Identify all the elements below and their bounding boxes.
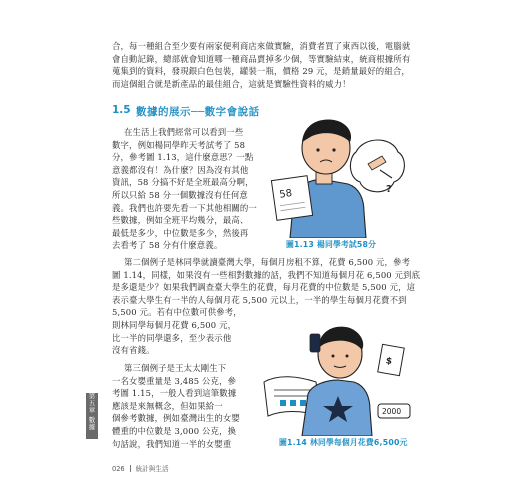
receipt-mark-shape — [300, 400, 306, 406]
intro-line: 而這個組合就是新產品的最佳組合，這就是實驗性資料的威力！ — [112, 78, 351, 89]
paragraph-line: 考圖 1.15，一般人看到這筆數據 — [112, 388, 237, 399]
paragraph-line: 一名女嬰重量是 3,485 公克，參 — [112, 375, 237, 386]
paragraph-line: 沒有省錢。 — [112, 345, 155, 356]
paragraph-line: 5,500 元。若有中位數可供參考， — [112, 307, 242, 318]
eye-shape — [332, 355, 335, 358]
section-number: 1.5 — [112, 104, 131, 116]
paragraph-line: 第三個例子是王太太剛生下 — [124, 363, 227, 373]
student-exam-illustration — [268, 112, 414, 238]
paragraph-line: 意義都沒有！為什麼？因為沒有其他 — [112, 164, 249, 175]
figure-caption-1-14: 圖1.14 林同學每個月花費6,500元 — [279, 438, 408, 447]
exam-score-text: 58 — [278, 187, 293, 201]
footer-divider — [130, 465, 131, 472]
paragraph-line: 些數據，例如全班平均幾分，最高、 — [112, 215, 249, 226]
intro-line: 合，每一種組合至少要有兩家便利商店來做實驗，消費者買了東西以後，電腦就 — [112, 41, 411, 51]
side-tab-char: 第 — [88, 392, 96, 400]
paragraph-line: 去看考了 58 分有什麼意義。 — [112, 240, 223, 251]
paragraph-line: 應該是來無概念，但如果給一 — [112, 400, 223, 411]
side-tab-char: 數 — [88, 416, 96, 424]
paragraph-line: 第二個例子是林同學就讀臺灣大學，每個月房租不算，花費 6,500 元，參考 — [124, 257, 411, 267]
receipt-mark-shape — [280, 400, 286, 406]
paragraph-line: 體重的中位數是 3,000 公克，換 — [112, 425, 237, 436]
figure-caption-1-13: 圖1.13 楊同學考試58分 — [286, 240, 377, 249]
paragraph-line: 則林同學每個月花費 6,500 元， — [112, 319, 237, 330]
paragraph-line: 是多還是少？如果我們調查臺大學生的花費，每月花費的中位數是 5,500 元，這 — [112, 282, 416, 293]
eye-shape — [332, 148, 335, 151]
paragraph-line: 分，參考圖 1.13，這什麼意思？一點 — [112, 152, 254, 163]
side-tab-char: 據 — [88, 423, 96, 431]
side-tab-char: 章 — [88, 406, 96, 414]
paragraph-baby-weight-example — [112, 362, 240, 450]
eye-shape — [316, 148, 319, 151]
paragraph-line: 表示臺大學生有一半的人每個月花 5,500 元以上，一半的學生每個月花費不到 — [112, 294, 407, 305]
section-title: 數據的展示──數字會說話 — [136, 106, 260, 118]
paragraph-line: 句話說，我們知道一半的女嬰重 — [112, 438, 232, 449]
paragraph-line: 比一半的同學還多，至少表示他 — [112, 332, 232, 343]
student-spending-illustration — [258, 318, 414, 436]
paragraph-line: 義。我們也許要先看一下其他相關的一 — [112, 202, 257, 213]
question-mark-text: ? — [386, 184, 392, 195]
side-tab-char: 五 — [88, 399, 96, 407]
paragraph-line: 個參考數據，例如臺灣出生的女嬰 — [112, 413, 240, 424]
price-tag-text: 2000 — [382, 407, 402, 416]
paragraph-line: 所以只給 58 分一個數據沒有任何意 — [112, 189, 248, 200]
intro-paragraph — [112, 40, 410, 90]
receipt-mark-shape — [290, 400, 296, 406]
paragraph-line: 在生活上我們經常可以看到一些 — [124, 127, 244, 137]
paragraph-line: 圖 1.14，同樣，如果沒有一些相對數據的話，我們不知道每個月花 6,500 元到底 — [112, 269, 421, 280]
paragraph-line: 最低是多少，中位數是多少，然後再 — [112, 227, 249, 238]
paragraph-line: 資訊，58 分搞不好是全班最高分啊， — [112, 177, 254, 188]
bill-mark-text: $ — [384, 356, 393, 368]
eye-shape — [346, 355, 349, 358]
paragraph-line: 數字，例如楊同學昨天考試考了 58 — [112, 139, 246, 150]
paragraph-exam-example — [112, 126, 257, 252]
phone-shape — [310, 334, 320, 352]
page-footer — [112, 463, 169, 473]
intro-line: 會自動記錄，總部就會知道哪一種商品賣掉多少個，等實驗結束，統商根據所有 — [112, 53, 411, 64]
page-number: 026 — [112, 465, 125, 473]
book-title: 統計與生活 — [135, 465, 169, 473]
chapter-side-tab — [86, 393, 98, 439]
intro-line: 蒐集到的資料，發現銀白色包裝，罐裝一瓶，價格 29 元，是銷量最好的組合， — [112, 66, 410, 77]
